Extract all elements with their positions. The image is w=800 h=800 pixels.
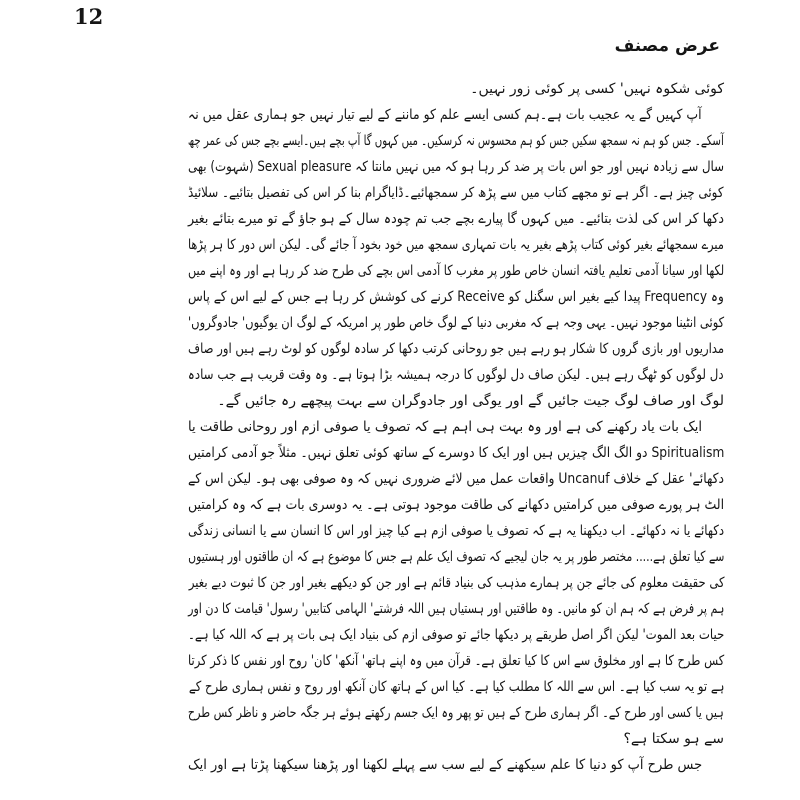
text-line-content: کوئی شکوہ نہیں' کسی پر کوئی زور نہیں۔ xyxy=(470,81,724,97)
text-line xyxy=(188,232,724,258)
text-line xyxy=(188,180,724,206)
text-line xyxy=(188,674,724,700)
text-line xyxy=(188,284,724,310)
text-line-content: ہم پر فرض ہے کہ ہم ان کو مانیں۔ وہ طاقتیں اور ہستیاں ہیں اللہ فرشتے' الہامی کتابیں' رسول' قیامت کا دن اور xyxy=(187,601,724,617)
text-line-content: لوگ اور صاف لوگ جیت جائیں گے اور یوگی اور جادوگران سے بہت پیچھے رہ جائیں گے۔ xyxy=(217,393,724,409)
text-line xyxy=(188,414,724,440)
text-line-content: سے ہو سکتا ہے؟ xyxy=(623,731,724,747)
text-line-content: جس طرح آپ کو دنیا کا علم سیکھنے کے لیے سب سے پہلے لکھنا اور پڑھنا سیکھنا پڑتا ہے اور ایک xyxy=(187,757,702,773)
text-line xyxy=(188,128,724,154)
text-line xyxy=(188,310,724,336)
text-line xyxy=(188,622,724,648)
text-line-content: ایک بات یاد رکھنے کی ہے اور وہ بہت ہی اہم ہے کہ تصوف یا صوفی ازم اور روحانی طاقت یا xyxy=(187,419,702,435)
text-line-content: سے کیا تعلق ہے..... مختصر طور پر یہ جان لیجیے کہ تصوف ایک علم ہے جس کا موضوع ہے کہ ان طاقتوں اور ہستیوں xyxy=(187,549,724,565)
text-line-content: لکھا اور سیانا آدمی تعلیم یافتہ انسان خاص طور پر مغرب کا آدمی اس بچے کی طرح ضد کر رہا ہے اور وہ اپنے میں xyxy=(187,263,724,279)
text-line-content: دل لوگوں کو ٹھگ رہے ہیں۔ لیکن صاف دل لوگوں کا درجہ ہمیشہ بڑا ہوتا ہے۔ وہ وقت قریب ہے جب سادہ xyxy=(188,367,724,383)
text-line xyxy=(188,518,724,544)
text-line-content: دکھائے' عقل کے خلاف Uncanuf واقعات عمل میں لائے ضروری نہیں کہ وہ صوفی بھی ہو۔ لیکن اس کے xyxy=(187,471,724,487)
text-line xyxy=(188,258,724,284)
text-line-content: وہ Frequency پیدا کیے بغیر اس سگنل کو Receive کرنے کی کوشش کر رہا ہے جس کے لیے اس کے پاس xyxy=(188,289,724,305)
text-line-content: سال سے زیادہ نہیں اور جو اس بات پر ضد کر رہا ہو کہ میں نہیں مانتا کہ Sexual pleasure (شہوت) بھی xyxy=(187,159,724,175)
text-line-content: ہیں یا کسی اور طرح کے۔ اگر ہماری طرح کے ہیں تو پھر وہ ایک جسم رکھتے ہوئے ہر جگہ حاضر و ناظر کس طرح xyxy=(188,705,724,721)
chapter-title: عرض مصنف xyxy=(614,36,720,56)
text-line-content: Spiritualism دو الگ الگ چیزیں ہیں اور ایک کا دوسرے کے ساتھ کوئی تعلق نہیں۔ مثلاً جو آدمی کرامتیں xyxy=(187,445,724,461)
text-line xyxy=(188,596,724,622)
text-line-content: حیات بعد الموت' لیکن اگر اصل طریقے پر دیکھا جائے تو صوفی ازم کی بنیاد ایک ہی بات پر ہے کہ اللہ کیا ہے۔ xyxy=(187,627,724,643)
text-line xyxy=(188,76,724,102)
text-line-content: کی حقیقت معلوم کی جائے جن پر ہمارے مذہب کی بنیاد قائم ہے اور جن کو دیکھے بغیر اور جن کا ثبوت دیے بغیر xyxy=(188,575,724,591)
text-line-content: آپ کہیں گے یہ عجیب بات ہے۔ہم کسی ایسے علم کو ماننے کے لیے تیار نہیں جو ہماری عقل میں نہ xyxy=(188,107,702,123)
text-line xyxy=(188,206,724,232)
text-line xyxy=(188,648,724,674)
text-line-content: آسکے۔ جس کو ہم نہ سمجھ سکیں جس کو ہم محسوس نہ کرسکیں۔ میں کہوں گا آپ بچے ہیں۔ایسے بچے جس کی عمر چھ xyxy=(188,133,724,149)
body-text xyxy=(188,76,724,778)
text-line xyxy=(188,544,724,570)
text-line-content: کوئی چیز ہے۔ اگر ہے تو مجھے کتاب میں سے پڑھ کر سمجھائیے۔ڈایاگرام بنا کر اس کی تفصیل بتائیے۔ سلائیڈ xyxy=(188,185,724,201)
text-line-content: کس طرح کا ہے اور مخلوق سے اس کا کیا تعلق ہے۔ قرآن میں وہ اپنے ہاتھ' آنکھ' کان' روح اور نفس کا ذکر کرتا xyxy=(187,653,724,669)
text-line-content: الٹ ہر پورے صوفی میں کرامتیں دکھانے کی طاقت موجود ہوتی ہے۔ یہ دوسری بات ہے کہ وہ کرامتیں xyxy=(187,497,724,513)
text-line-content: میرے سمجھائے بغیر کوئی کتاب پڑھے بغیر یہ بات تمہاری سمجھ میں خود بخود آ جائے گی۔ لیکن اس دور کا ہر پڑھا xyxy=(188,237,724,253)
text-line xyxy=(188,700,724,726)
page-number: 12 xyxy=(74,4,104,29)
text-line xyxy=(188,336,724,362)
text-line-content: کوئی انٹینا موجود نہیں۔ یہی وجہ ہے کہ مغربی دنیا کے لوگ خاص طور پر امریکہ کے لوگ ان یوگیوں' جادوگروں' xyxy=(187,315,724,331)
text-line xyxy=(188,388,724,414)
text-line-content: مداریوں اور بازی گروں کا شکار ہو رہے ہیں جو روحانی کرتب دکھا کر سادہ لوگوں کو لوٹ رہے ہیں اور صاف xyxy=(187,341,724,357)
text-line-content: ہے تو یہ سب کیا ہے۔ اس سے اللہ کا مطلب کیا ہے۔ کیا اس کے ہاتھ کان آنکھ اور روح و نفس ہماری طرح کے xyxy=(188,679,724,695)
text-line xyxy=(188,492,724,518)
text-line-content: دکھا کر اس کی لذت بتائیے۔ میں کہوں گا پیارے بچے جب تم چودہ سال کے ہو جاؤ گے تو میرے بتائے بغیر xyxy=(188,211,724,227)
text-line xyxy=(188,570,724,596)
text-line xyxy=(188,726,724,752)
text-line xyxy=(188,154,724,180)
text-line xyxy=(188,102,724,128)
text-line xyxy=(188,440,724,466)
text-line xyxy=(188,466,724,492)
text-line xyxy=(188,362,724,388)
text-line-content: دکھائے یا نہ دکھائے۔ اب دیکھنا یہ ہے کہ تصوف یا صوفی ازم ہے کیا چیز اور اس کا انسان سے یا انسانی زندگی xyxy=(187,523,724,539)
text-line xyxy=(188,752,724,778)
